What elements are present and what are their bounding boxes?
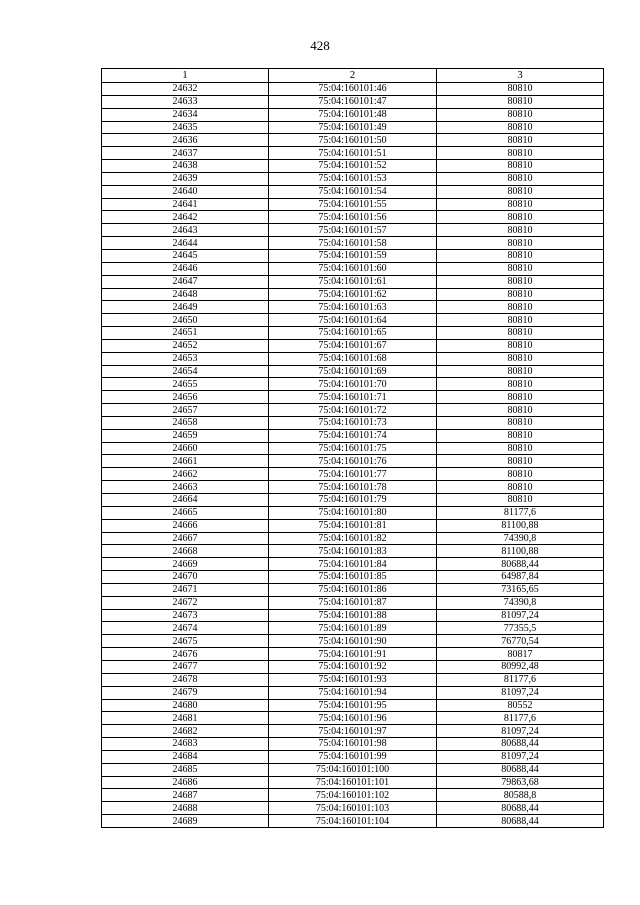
cadastral-table — [101, 68, 604, 828]
value-cell: 81097,24 — [437, 725, 604, 738]
value-cell: 80810 — [437, 494, 604, 507]
cadastral-number-cell: 75:04:160101:77 — [269, 468, 437, 481]
row-number-cell: 24652 — [102, 339, 269, 352]
row-number-cell: 24677 — [102, 660, 269, 673]
cadastral-number-cell: 75:04:160101:94 — [269, 686, 437, 699]
value-cell: 80810 — [437, 378, 604, 391]
cadastral-number-cell: 75:04:160101:60 — [269, 262, 437, 275]
cadastral-number-cell: 75:04:160101:55 — [269, 198, 437, 211]
table-row — [102, 262, 604, 275]
row-number-cell: 24688 — [102, 802, 269, 815]
cadastral-number-cell: 75:04:160101:50 — [269, 134, 437, 147]
table-row — [102, 147, 604, 160]
cadastral-number-cell: 75:04:160101:73 — [269, 416, 437, 429]
row-number-cell: 24657 — [102, 404, 269, 417]
table-row — [102, 481, 604, 494]
table-row — [102, 237, 604, 250]
column-header-2: 2 — [269, 69, 437, 83]
row-number-cell: 24684 — [102, 750, 269, 763]
table-row — [102, 172, 604, 185]
table-row — [102, 738, 604, 751]
table-row — [102, 391, 604, 404]
cadastral-number-cell: 75:04:160101:81 — [269, 519, 437, 532]
cadastral-number-cell: 75:04:160101:91 — [269, 648, 437, 661]
cadastral-number-cell: 75:04:160101:96 — [269, 712, 437, 725]
row-number-cell: 24659 — [102, 429, 269, 442]
value-cell: 81100,88 — [437, 519, 604, 532]
value-cell: 80688,44 — [437, 802, 604, 815]
value-cell: 80810 — [437, 147, 604, 160]
cadastral-number-cell: 75:04:160101:54 — [269, 185, 437, 198]
table-row — [102, 776, 604, 789]
table-row — [102, 699, 604, 712]
table-row — [102, 416, 604, 429]
row-number-cell: 24636 — [102, 134, 269, 147]
row-number-cell: 24676 — [102, 648, 269, 661]
row-number-cell: 24655 — [102, 378, 269, 391]
row-number-cell: 24637 — [102, 147, 269, 160]
row-number-cell: 24661 — [102, 455, 269, 468]
cadastral-number-cell: 75:04:160101:84 — [269, 558, 437, 571]
value-cell: 80810 — [437, 275, 604, 288]
value-cell: 80810 — [437, 121, 604, 134]
value-cell: 80810 — [437, 391, 604, 404]
row-number-cell: 24669 — [102, 558, 269, 571]
value-cell: 81177,6 — [437, 506, 604, 519]
table-row — [102, 673, 604, 686]
cadastral-number-cell: 75:04:160101:72 — [269, 404, 437, 417]
cadastral-number-cell: 75:04:160101:53 — [269, 172, 437, 185]
value-cell: 80552 — [437, 699, 604, 712]
value-cell: 81097,24 — [437, 686, 604, 699]
table-row — [102, 468, 604, 481]
row-number-cell: 24644 — [102, 237, 269, 250]
table-body — [102, 83, 604, 828]
table-header-row — [102, 69, 604, 83]
cadastral-number-cell: 75:04:160101:58 — [269, 237, 437, 250]
row-number-cell: 24668 — [102, 545, 269, 558]
cadastral-number-cell: 75:04:160101:62 — [269, 288, 437, 301]
value-cell: 80992,48 — [437, 660, 604, 673]
row-number-cell: 24675 — [102, 635, 269, 648]
value-cell: 80810 — [437, 404, 604, 417]
value-cell: 81177,6 — [437, 673, 604, 686]
cadastral-number-cell: 75:04:160101:61 — [269, 275, 437, 288]
row-number-cell: 24672 — [102, 596, 269, 609]
table-row — [102, 327, 604, 340]
table-row — [102, 185, 604, 198]
table-row — [102, 211, 604, 224]
value-cell: 80810 — [437, 108, 604, 121]
value-cell: 80810 — [437, 224, 604, 237]
row-number-cell: 24653 — [102, 352, 269, 365]
row-number-cell: 24674 — [102, 622, 269, 635]
value-cell: 81100,88 — [437, 545, 604, 558]
value-cell: 80810 — [437, 314, 604, 327]
cadastral-number-cell: 75:04:160101:75 — [269, 442, 437, 455]
table-row — [102, 815, 604, 828]
value-cell: 80810 — [437, 185, 604, 198]
table-row — [102, 455, 604, 468]
value-cell: 80688,44 — [437, 815, 604, 828]
value-cell: 80810 — [437, 211, 604, 224]
table-row — [102, 660, 604, 673]
cadastral-number-cell: 75:04:160101:68 — [269, 352, 437, 365]
value-cell: 80688,44 — [437, 763, 604, 776]
row-number-cell: 24648 — [102, 288, 269, 301]
cadastral-number-cell: 75:04:160101:86 — [269, 583, 437, 596]
row-number-cell: 24687 — [102, 789, 269, 802]
row-number-cell: 24650 — [102, 314, 269, 327]
value-cell: 80810 — [437, 301, 604, 314]
row-number-cell: 24633 — [102, 95, 269, 108]
table-row — [102, 378, 604, 391]
value-cell: 80810 — [437, 249, 604, 262]
value-cell: 73165,65 — [437, 583, 604, 596]
value-cell: 81097,24 — [437, 750, 604, 763]
table-row — [102, 558, 604, 571]
table-row — [102, 429, 604, 442]
value-cell: 80810 — [437, 237, 604, 250]
row-number-cell: 24639 — [102, 172, 269, 185]
table-row — [102, 134, 604, 147]
cadastral-number-cell: 75:04:160101:92 — [269, 660, 437, 673]
cadastral-number-cell: 75:04:160101:46 — [269, 83, 437, 96]
table-row — [102, 198, 604, 211]
row-number-cell: 24686 — [102, 776, 269, 789]
row-number-cell: 24682 — [102, 725, 269, 738]
row-number-cell: 24658 — [102, 416, 269, 429]
cadastral-number-cell: 75:04:160101:101 — [269, 776, 437, 789]
table-row — [102, 802, 604, 815]
table-row — [102, 95, 604, 108]
cadastral-number-cell: 75:04:160101:74 — [269, 429, 437, 442]
table-row — [102, 339, 604, 352]
cadastral-number-cell: 75:04:160101:95 — [269, 699, 437, 712]
row-number-cell: 24660 — [102, 442, 269, 455]
table-row — [102, 121, 604, 134]
cadastral-number-cell: 75:04:160101:69 — [269, 365, 437, 378]
column-header-3: 3 — [437, 69, 604, 83]
table-row — [102, 365, 604, 378]
row-number-cell: 24663 — [102, 481, 269, 494]
table-row — [102, 160, 604, 173]
row-number-cell: 24678 — [102, 673, 269, 686]
page-number: 428 — [310, 38, 330, 53]
cadastral-number-cell: 75:04:160101:76 — [269, 455, 437, 468]
row-number-cell: 24680 — [102, 699, 269, 712]
table-row — [102, 442, 604, 455]
cadastral-number-cell: 75:04:160101:64 — [269, 314, 437, 327]
cadastral-number-cell: 75:04:160101:93 — [269, 673, 437, 686]
value-cell: 80810 — [437, 429, 604, 442]
cadastral-number-cell: 75:04:160101:80 — [269, 506, 437, 519]
table-row — [102, 750, 604, 763]
row-number-cell: 24641 — [102, 198, 269, 211]
row-number-cell: 24645 — [102, 249, 269, 262]
row-number-cell: 24643 — [102, 224, 269, 237]
row-number-cell: 24634 — [102, 108, 269, 121]
cadastral-number-cell: 75:04:160101:65 — [269, 327, 437, 340]
column-header-1: 1 — [102, 69, 269, 83]
table-row — [102, 545, 604, 558]
cadastral-number-cell: 75:04:160101:102 — [269, 789, 437, 802]
row-number-cell: 24646 — [102, 262, 269, 275]
cadastral-number-cell: 75:04:160101:100 — [269, 763, 437, 776]
value-cell: 80688,44 — [437, 558, 604, 571]
row-number-cell: 24638 — [102, 160, 269, 173]
value-cell: 79863,68 — [437, 776, 604, 789]
table-row — [102, 532, 604, 545]
cadastral-number-cell: 75:04:160101:47 — [269, 95, 437, 108]
cadastral-number-cell: 75:04:160101:67 — [269, 339, 437, 352]
cadastral-number-cell: 75:04:160101:71 — [269, 391, 437, 404]
table-row — [102, 686, 604, 699]
row-number-cell: 24667 — [102, 532, 269, 545]
row-number-cell: 24635 — [102, 121, 269, 134]
row-number-cell: 24681 — [102, 712, 269, 725]
cadastral-number-cell: 75:04:160101:78 — [269, 481, 437, 494]
value-cell: 80810 — [437, 95, 604, 108]
table-row — [102, 275, 604, 288]
table-row — [102, 789, 604, 802]
row-number-cell: 24649 — [102, 301, 269, 314]
value-cell: 64987,84 — [437, 571, 604, 584]
value-cell: 80810 — [437, 352, 604, 365]
row-number-cell: 24685 — [102, 763, 269, 776]
row-number-cell: 24679 — [102, 686, 269, 699]
table-row — [102, 583, 604, 596]
row-number-cell: 24632 — [102, 83, 269, 96]
value-cell: 80810 — [437, 198, 604, 211]
value-cell: 76770,54 — [437, 635, 604, 648]
value-cell: 80817 — [437, 648, 604, 661]
row-number-cell: 24642 — [102, 211, 269, 224]
table-row — [102, 609, 604, 622]
cadastral-number-cell: 75:04:160101:59 — [269, 249, 437, 262]
value-cell: 80810 — [437, 288, 604, 301]
row-number-cell: 24671 — [102, 583, 269, 596]
cadastral-number-cell: 75:04:160101:99 — [269, 750, 437, 763]
value-cell: 80810 — [437, 172, 604, 185]
table-row — [102, 763, 604, 776]
table-row — [102, 288, 604, 301]
row-number-cell: 24647 — [102, 275, 269, 288]
table-row — [102, 622, 604, 635]
table-row — [102, 712, 604, 725]
cadastral-number-cell: 75:04:160101:49 — [269, 121, 437, 134]
cadastral-number-cell: 75:04:160101:90 — [269, 635, 437, 648]
value-cell: 80810 — [437, 468, 604, 481]
table-row — [102, 725, 604, 738]
table-row — [102, 519, 604, 532]
row-number-cell: 24665 — [102, 506, 269, 519]
value-cell: 74390,8 — [437, 532, 604, 545]
cadastral-number-cell: 75:04:160101:70 — [269, 378, 437, 391]
table-row — [102, 648, 604, 661]
row-number-cell: 24683 — [102, 738, 269, 751]
row-number-cell: 24656 — [102, 391, 269, 404]
value-cell: 80810 — [437, 83, 604, 96]
value-cell: 80588,8 — [437, 789, 604, 802]
cadastral-number-cell: 75:04:160101:82 — [269, 532, 437, 545]
cadastral-number-cell: 75:04:160101:89 — [269, 622, 437, 635]
cadastral-number-cell: 75:04:160101:63 — [269, 301, 437, 314]
cadastral-number-cell: 75:04:160101:79 — [269, 494, 437, 507]
row-number-cell: 24673 — [102, 609, 269, 622]
value-cell: 81177,6 — [437, 712, 604, 725]
cadastral-number-cell: 75:04:160101:56 — [269, 211, 437, 224]
row-number-cell: 24654 — [102, 365, 269, 378]
table-row — [102, 314, 604, 327]
value-cell: 81097,24 — [437, 609, 604, 622]
value-cell: 80810 — [437, 455, 604, 468]
cadastral-number-cell: 75:04:160101:57 — [269, 224, 437, 237]
row-number-cell: 24666 — [102, 519, 269, 532]
table-row — [102, 494, 604, 507]
cadastral-number-cell: 75:04:160101:104 — [269, 815, 437, 828]
cadastral-number-cell: 75:04:160101:87 — [269, 596, 437, 609]
row-number-cell: 24662 — [102, 468, 269, 481]
cadastral-number-cell: 75:04:160101:48 — [269, 108, 437, 121]
value-cell: 77355,5 — [437, 622, 604, 635]
value-cell: 80810 — [437, 481, 604, 494]
row-number-cell: 24651 — [102, 327, 269, 340]
table-row — [102, 571, 604, 584]
value-cell: 80810 — [437, 416, 604, 429]
table-row — [102, 596, 604, 609]
table-row — [102, 506, 604, 519]
cadastral-number-cell: 75:04:160101:83 — [269, 545, 437, 558]
table-row — [102, 635, 604, 648]
cadastral-number-cell: 75:04:160101:51 — [269, 147, 437, 160]
table-row — [102, 83, 604, 96]
row-number-cell: 24664 — [102, 494, 269, 507]
value-cell: 80810 — [437, 339, 604, 352]
row-number-cell: 24670 — [102, 571, 269, 584]
row-number-cell: 24689 — [102, 815, 269, 828]
cadastral-number-cell: 75:04:160101:52 — [269, 160, 437, 173]
value-cell: 80810 — [437, 327, 604, 340]
value-cell: 80810 — [437, 160, 604, 173]
table-row — [102, 249, 604, 262]
table-row — [102, 224, 604, 237]
value-cell: 74390,8 — [437, 596, 604, 609]
row-number-cell: 24640 — [102, 185, 269, 198]
cadastral-number-cell: 75:04:160101:97 — [269, 725, 437, 738]
value-cell: 80810 — [437, 134, 604, 147]
cadastral-number-cell: 75:04:160101:85 — [269, 571, 437, 584]
value-cell: 80810 — [437, 442, 604, 455]
value-cell: 80810 — [437, 365, 604, 378]
table-row — [102, 404, 604, 417]
table-row — [102, 108, 604, 121]
value-cell: 80810 — [437, 262, 604, 275]
value-cell: 80688,44 — [437, 738, 604, 751]
cadastral-number-cell: 75:04:160101:98 — [269, 738, 437, 751]
cadastral-number-cell: 75:04:160101:88 — [269, 609, 437, 622]
table-row — [102, 352, 604, 365]
table-row — [102, 301, 604, 314]
cadastral-number-cell: 75:04:160101:103 — [269, 802, 437, 815]
